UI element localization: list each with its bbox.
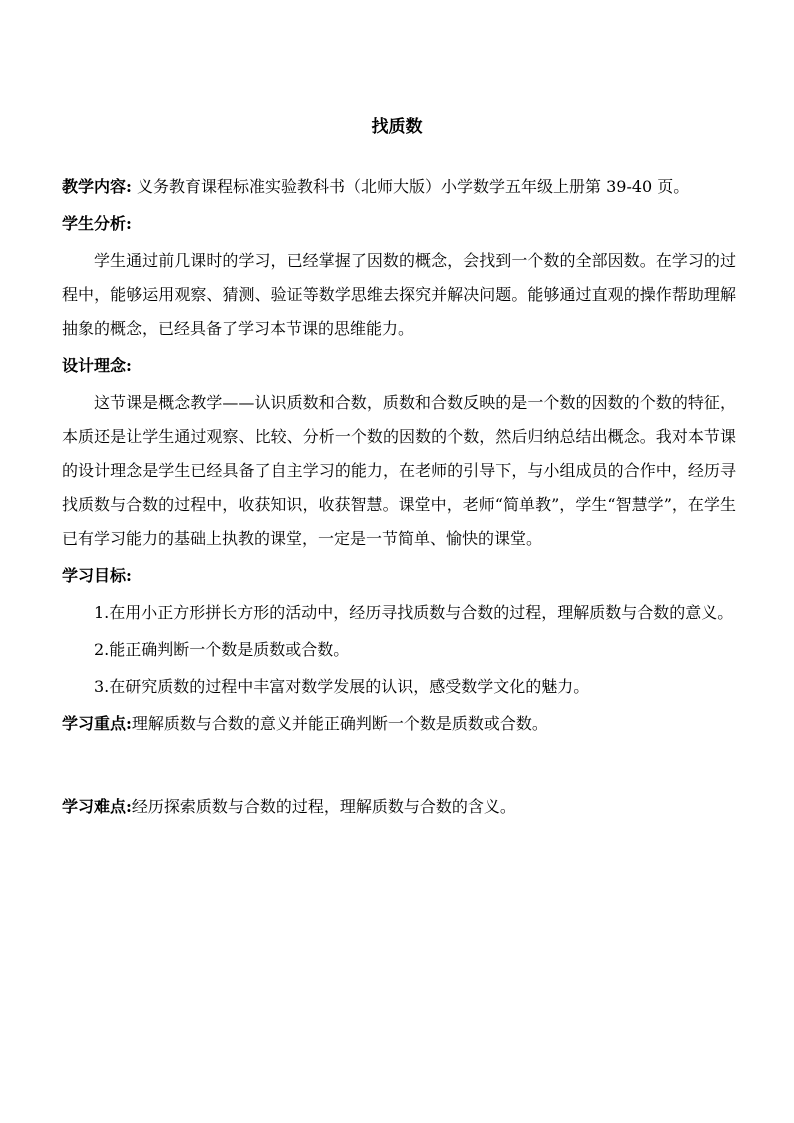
student-analysis-heading: 学生分析: [62,214,132,233]
key-points-label: 学习重点: [62,714,132,733]
learning-goals-heading: 学习目标: [62,566,132,585]
difficult-points-label: 学习难点: [62,797,132,816]
student-analysis-text: 学生通过前几课时的学习，已经掌握了因数的概念，会找到一个数的全部因数。在学习的过程中，能够运用观察、猜测、验证等数学思维去探究并解决问题。能够通过直观的操作帮助理解抽象的概念，已经具备了学习本节课的思维能力。 [62,251,736,338]
teaching-content-paragraph [62,170,736,204]
design-concept-heading: 设计理念: [62,356,132,375]
teaching-content-text: 义务教育课程标准实验教科书（北师大版）小学数学五年级上册第 39-40 页。 [131,177,690,196]
key-points-text: 理解质数与合数的意义并能正确判断一个数是质数或合数。 [131,714,548,733]
teaching-content-label: 教学内容: [62,177,132,196]
design-concept-text: 这节课是概念教学——认识质数和合数，质数和合数反映的是一个数的因数的个数的特征，本质还是让学生通过观察、比较、分析一个数的因数的个数，然后归纳总结出概念。我对本节课的设计理念是学生已经具备了自主学习的能力，在老师的引导下，与小组成员的合作中，经历寻找质数与合数的过程中，收获知识，收获智慧。课堂中，老师“简单教”，学生“智慧学”，在学生已有学习能力的基础上执教的课堂，一定是一节简单、愉快的课堂。 [62,393,736,548]
learning-goal-item: 1.在用小正方形拼长方形的活动中，经历寻找质数与合数的过程，理解质数与合数的意义。 [94,603,734,622]
key-points-paragraph [62,707,736,741]
document-body [62,170,736,827]
document-title: 找质数 [371,117,423,137]
difficult-points-text: 经历探索质数与合数的过程，理解质数与合数的含义。 [131,797,516,816]
learning-goal-item: 3.在研究质数的过程中丰富对数学发展的认识，感受数学文化的魅力。 [94,677,590,696]
difficult-points-paragraph [62,790,736,824]
learning-goal-item: 2.能正确判断一个数是质数或合数。 [94,640,350,659]
spacer [62,744,736,790]
